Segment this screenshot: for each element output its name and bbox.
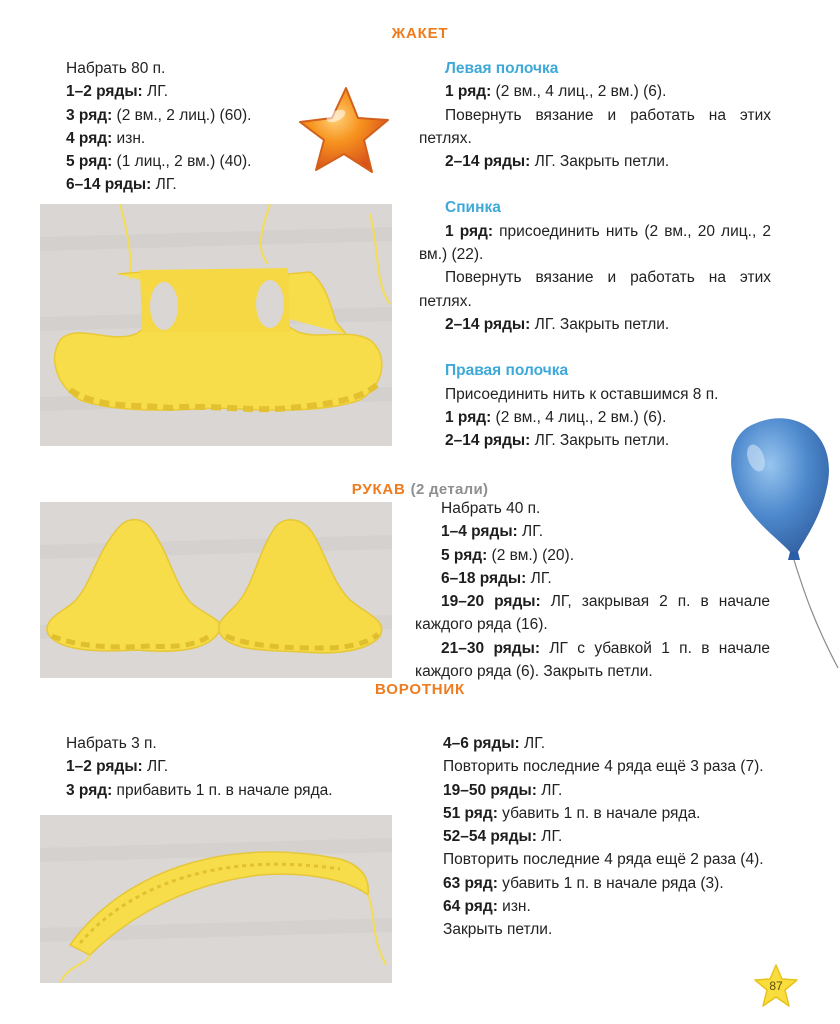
section-title-jacket: ЖАКЕТ [391,25,449,42]
cast-on-text: Набрать 80 п. [66,60,166,77]
row-text: ЛГ. [536,781,563,799]
row-label: 63 ряд: [443,874,498,892]
row-text: Набрать 40 п. [441,500,541,517]
row-label: 5 ряд: [441,546,488,564]
instruction-row [415,544,770,567]
instruction-row [419,150,771,173]
page-number-badge [752,962,800,1010]
instruction-row [417,848,770,871]
instruction-row [415,567,770,590]
row-label: 2–14 ряды: [445,153,531,171]
row-label: 4 ряд: [66,129,113,147]
row-text: изн. [497,898,531,916]
spacer [419,336,771,359]
instruction-row [417,918,770,941]
row-text: ЛГ. [519,735,546,752]
row-text: (2 вм., 4 лиц., 2 вм.) (6). [491,408,667,426]
row-text: изн. [112,129,146,147]
spacer [419,173,771,196]
instruction-row [66,779,396,802]
instruction-row [417,872,770,895]
row-label: 1–4 ряды: [441,523,518,541]
row-text: ЛГ. [536,828,563,846]
row-text: убавить 1 п. в начале ряда. [497,804,701,822]
row-text: Повторить последние 4 ряда ещё 2 раза (4). [443,851,764,869]
row-text: Набрать 3 п. [66,735,157,752]
instruction-row [417,732,770,755]
subheading-back: Спинка [445,199,501,217]
instruction-row [419,429,771,452]
row-label: 1 ряд: [445,222,494,240]
row-label: 2–14 ряды: [445,432,531,450]
instruction-row [66,150,326,173]
instruction-row [417,895,770,918]
instruction-row [419,406,771,429]
jacket-left-column [66,57,326,197]
row-text: ЛГ. Закрыть петли. [530,315,670,333]
instruction-row [419,80,771,103]
row-text: ЛГ. Закрыть петли. [530,153,670,171]
row-text: (1 лиц., 2 вм.) (40). [112,153,252,171]
instruction-row [66,732,396,755]
sleeve-title: РУКАВ [351,481,406,498]
row-label: 1–2 ряды: [66,758,143,776]
row-label: 3 ряд: [66,781,113,799]
row-text: ЛГ. [151,176,177,194]
row-text: убавить 1 п. в начале ряда (3). [497,874,724,892]
row-text: Закрыть петли. [443,921,553,939]
row-text: (2 вм., 2 лиц.) (60). [112,106,252,124]
jacket-photo [40,204,392,446]
row-text: ЛГ. [526,569,552,587]
subheading-right-front: Правая полочка [445,362,569,380]
collar-photo [40,815,392,983]
row-text: присоединить нить (2 вм., 20 лиц., 2 вм.) (22). [419,222,771,264]
instruction-row [415,520,770,543]
instruction-row [419,220,771,267]
row-label: 5 ряд: [66,153,113,171]
row-label: 3 ряд: [66,106,113,124]
instruction-row [419,313,771,336]
row-label: 2–14 ряды: [445,315,531,333]
section-title-collar: ВОРОТНИК [375,681,465,698]
row-text: прибавить 1 п. в начале ряда. [112,781,333,799]
instruction-row [417,755,770,778]
row-text: ЛГ. [142,758,169,776]
instruction-row [417,825,770,848]
instruction-row [66,80,326,103]
row-label: 64 ряд: [443,898,498,916]
row-text: ЛГ. [517,523,544,541]
row-label: 4–6 ряды: [443,735,520,752]
row-label: 19–50 ряды: [443,781,537,799]
row-text: ЛГ. Закрыть петли. [530,432,670,450]
sleeve-instructions [415,497,770,683]
instruction-row [66,127,326,150]
row-text: (2 вм.) (20). [487,546,575,564]
instruction-text: Повернуть вязание и работать на этих петлях. [419,106,771,147]
instruction-row [415,590,770,637]
orange-star-icon [296,82,392,178]
instruction-row [417,802,770,825]
row-text: ЛГ. [142,83,169,101]
row-text: (2 вм., 4 лиц., 2 вм.) (6). [491,83,667,101]
instruction-row [417,779,770,802]
row-text: ЛГ, закрывая 2 п. в начале каждого ряда (16). [415,593,770,634]
row-label: 21–30 ряды: [441,639,540,657]
row-label: 1 ряд: [445,83,492,101]
row-text: Повторить последние 4 ряда ещё 3 раза (7). [443,758,764,776]
jacket-right-column [419,57,771,452]
page-number: 87 [769,979,783,993]
row-label: 1 ряд: [445,408,492,426]
row-label: 52–54 ряды: [443,828,537,846]
subheading-left-front: Левая полочка [445,60,559,77]
instruction-row [415,637,770,684]
row-label: 19–20 ряды: [441,593,541,611]
row-label: 6–18 ряды: [441,569,527,587]
instruction-text: Повернуть вязание и работать на этих петлях. [419,269,771,310]
instruction-row [415,497,770,520]
sleeve-photo [40,502,392,678]
row-text: ЛГ с убавкой 1 п. в начале каждого ряда (6). Закрыть петли. [415,639,770,681]
instruction-row [66,755,396,778]
instruction-text: Присоединить нить к оставшимся 8 п. [445,385,719,403]
collar-left-column [66,732,396,802]
row-label: 51 ряд: [443,804,498,822]
collar-right-column [417,732,770,942]
row-label: 6–14 ряды: [66,176,152,194]
instruction-row [66,104,326,127]
row-label: 1–2 ряды: [66,83,143,101]
sleeve-subtitle: (2 детали) [410,481,489,498]
instruction-row [66,173,326,196]
